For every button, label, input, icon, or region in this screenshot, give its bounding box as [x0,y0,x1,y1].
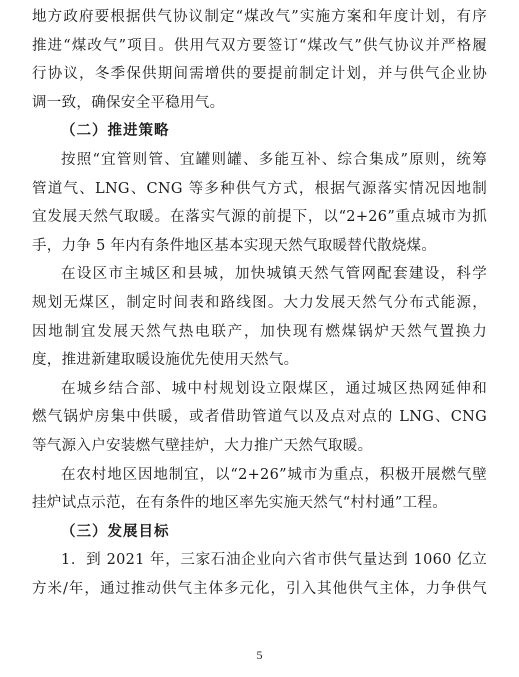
paragraph-line: 等气源入户安装燃气壁挂炉，大力推广天然气取暖。 [32,437,373,454]
paragraph-line: 宜发展天然气取暖。在落实气源的前提下，以“2+26”重点城市为抓 [32,209,487,226]
section-heading: （三）发展目标 [61,522,170,540]
paragraph-line: 在城乡结合部、城中村规划设立限煤区，通过城区热网延伸和 [61,380,487,397]
section-heading: （二）推进策略 [61,122,170,140]
paragraph-line: 按照“宜管则管、宜罐则罐、多能互补、综合集成”原则，统筹 [61,151,487,168]
paragraph-line: 度，推进新建取暖设施优先使用天然气。 [32,352,299,369]
paragraph-line: 在农村地区因地制宜，以“2+26”城市为重点，积极开展燃气壁 [61,466,487,483]
paragraph-line: 方米/年，通过推动供气主体多元化，引入其他供气主体，力争供气 [32,580,487,597]
paragraph-line: 行协议，冬季保供期间需增供的要提前制定计划，并与供气企业协 [32,66,487,83]
paragraph-line: 1．到 2021 年，三家石油企业向六省市供气量达到 1060 亿立 [61,552,487,569]
paragraph-line: 调一致，确保安全平稳用气。 [32,94,225,111]
page-number: 5 [256,648,263,662]
paragraph-line: 燃气锅炉房集中供暖，或者借助管道气以及点对点的 LNG、CNG [32,409,487,426]
paragraph-line: 规划无煤区，制定时间表和路线图。大力发展天然气分布式能源， [32,294,487,311]
page-body [32,3,487,603]
paragraph-line: 手，力争 5 年内有条件地区基本实现天然气取暖替代散烧煤。 [32,237,437,254]
paragraph-line: 推进“煤改气”项目。供用气双方要签订“煤改气”供气协议并严格履 [32,37,487,54]
paragraph-line: 地方政府要根据供气协议制定“煤改气”实施方案和年度计划，有序 [32,9,487,25]
paragraph-line: 挂炉试点示范，在有条件的地区率先实施天然气“村村通”工程。 [32,495,448,512]
paragraph-line: 管道气、LNG、CNG 等多种供气方式，根据气源落实情况因地制 [32,180,487,197]
paragraph-line: 在设区市主城区和县城，加快城镇天然气管网配套建设，科学 [61,266,487,283]
paragraph-line: 因地制宜发展天然气热电联产，加快现有燃煤锅炉天然气置换力 [32,323,487,340]
